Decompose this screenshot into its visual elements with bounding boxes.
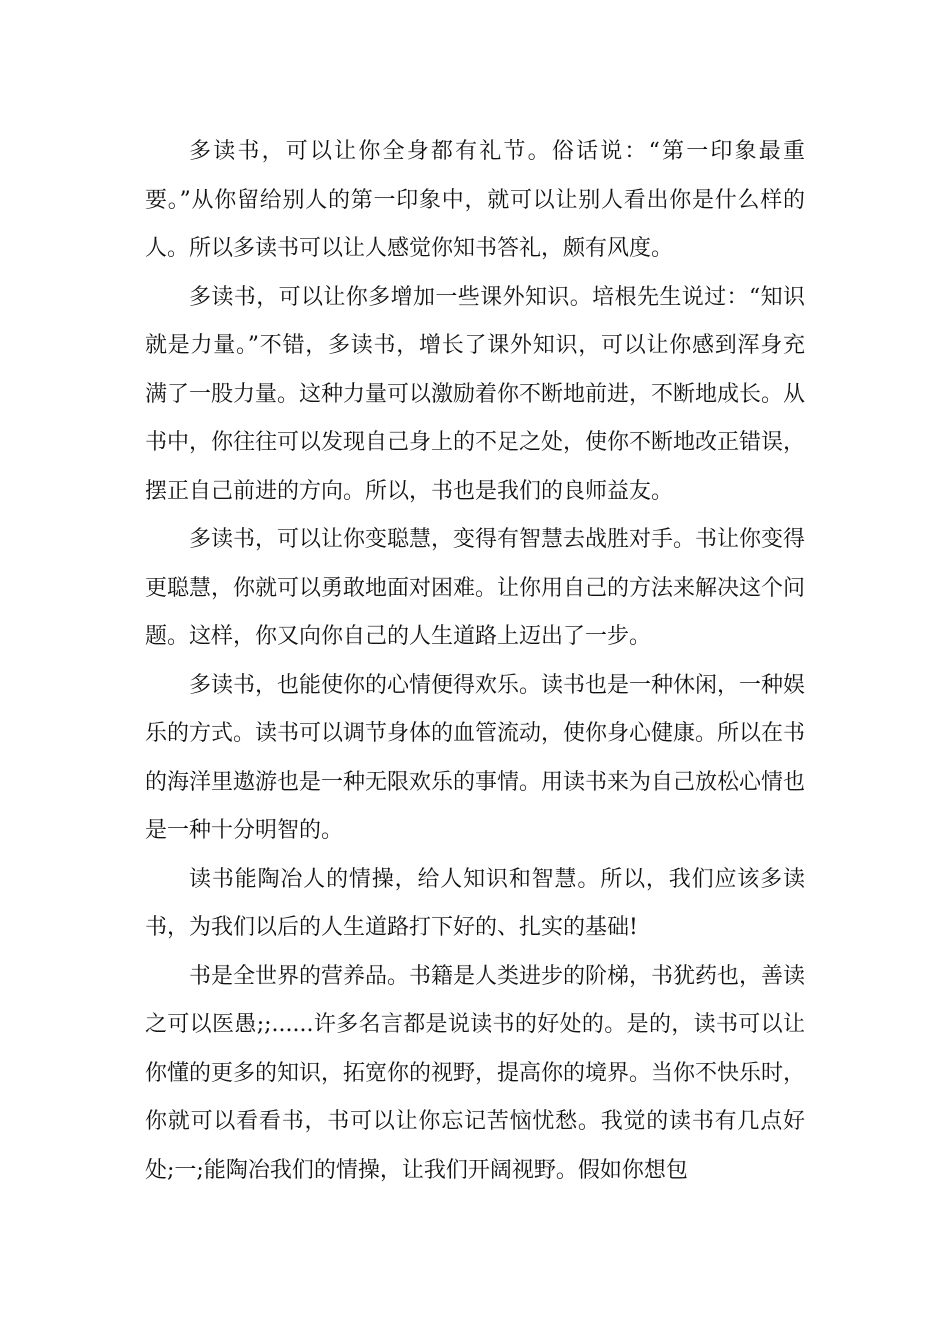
- paragraph-3: 多读书，可以让你变聪慧，变得有智慧去战胜对手。书让你变得更聪慧，你就可以勇敢地面对困难。让你用自己的方法来解决这个问题。这样，你又向你自己的人生道路上迈出了一步。: [145, 527, 806, 649]
- paragraph-6: 书是全世界的营养品。书籍是人类进步的阶梯，书犹药也，善读之可以医愚;;......许多名言都是说读书的好处的。是的，读书可以让你懂的更多的知识，拓宽你的视野，提高你的境界。当你不快乐时，你就可以看看书，书可以让你忘记苦恼忧愁。我觉的读书有几点好处;一;能陶冶我们的情操，让我们开阔视野。假如你想包: [145, 963, 806, 1183]
- paragraph-1: 多读书，可以让你全身都有礼节。俗话说：“第一印象最重要。”从你留给别人的第一印象中，就可以让别人看出你是什么样的人。所以多读书可以让人感觉你知书答礼，颇有风度。: [145, 139, 805, 261]
- document-body: [145, 128, 805, 1195]
- paragraph-5: 读书能陶冶人的情操，给人知识和智慧。所以，我们应该多读书，为我们以后的人生道路打下好的、扎实的基础!: [145, 866, 805, 940]
- paragraph-2: 多读书，可以让你多增加一些课外知识。培根先生说过：“知识就是力量。”不错，多读书，增长了课外知识，可以让你感到浑身充满了一股力量。这种力量可以激励着你不断地前进，不断地成长。从书中，你往往可以发现自己身上的不足之处，使你不断地改正错误，摆正自己前进的方向。所以，书也是我们的良师益友。: [145, 284, 806, 504]
- paragraph-4: 多读书，也能使你的心情便得欢乐。读书也是一种休闲，一种娱乐的方式。读书可以调节身体的血管流动，使你身心健康。所以在书的海洋里遨游也是一种无限欢乐的事情。用读书来为自己放松心情也是一种十分明智的。: [145, 672, 806, 843]
